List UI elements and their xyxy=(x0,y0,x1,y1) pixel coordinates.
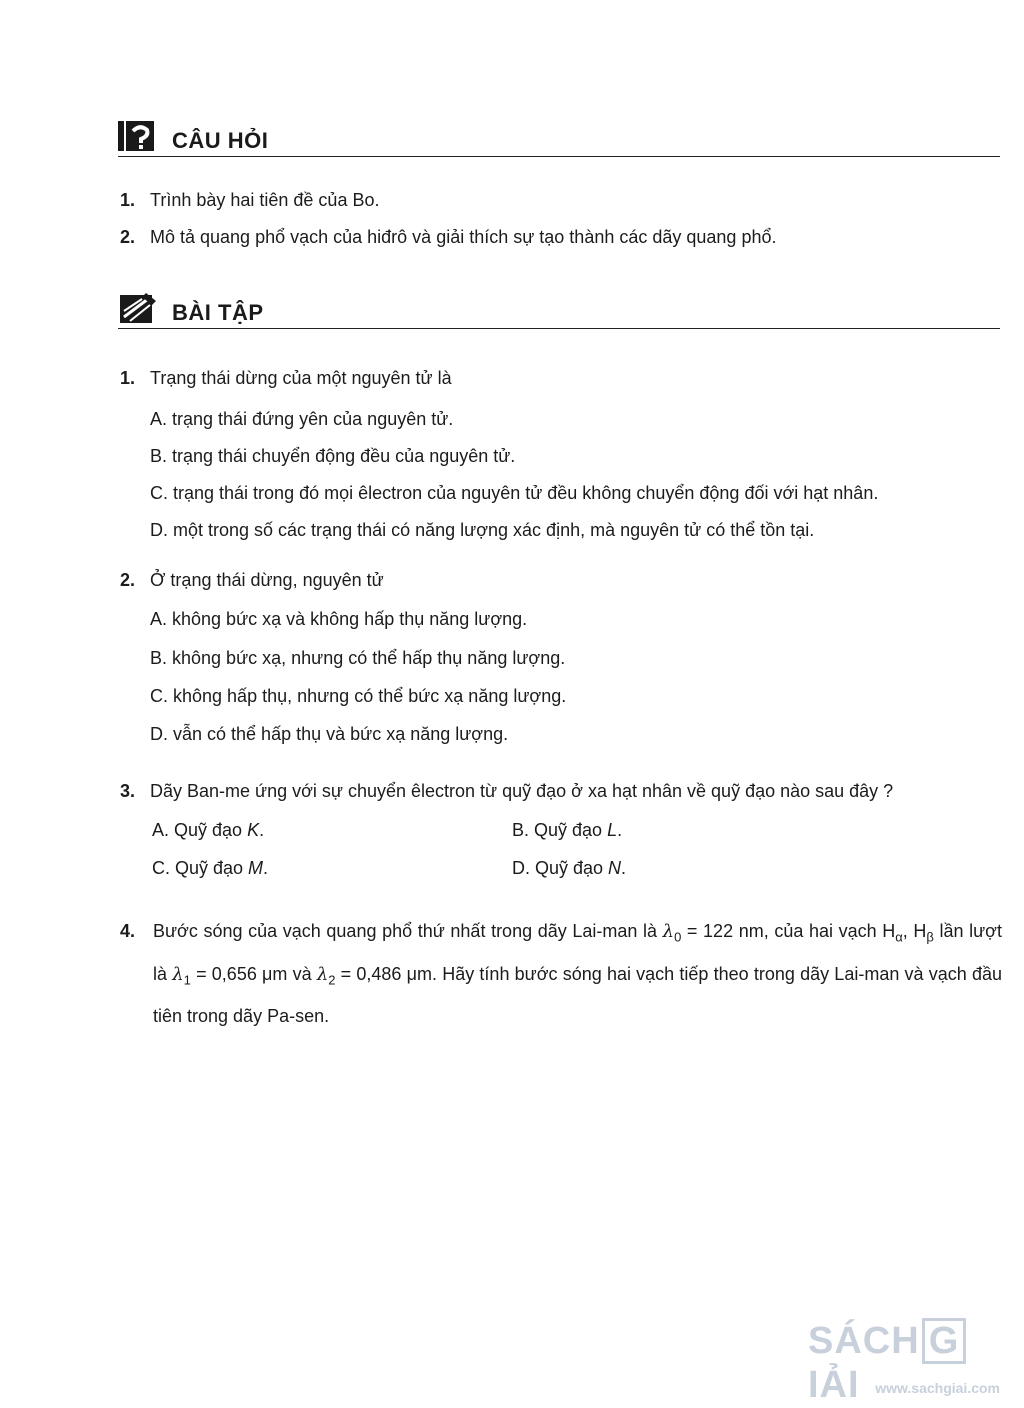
exercise-text: Trạng thái dừng của một nguyên tử là xyxy=(150,368,452,388)
option-suffix: . xyxy=(617,820,623,840)
question-text: Trình bày hai tiên đề của Bo. xyxy=(150,190,380,210)
exercises-section-header xyxy=(118,288,1000,329)
question-item-2 xyxy=(120,227,776,248)
exercise-3 xyxy=(120,781,893,802)
lambda-symbol: λ xyxy=(172,963,184,985)
exercise-2-option-b: B. không bức xạ, nhưng có thể hấp thụ năng lượng. xyxy=(150,648,566,668)
option-label: C. Quỹ đạo xyxy=(152,858,249,878)
text-run: = 0,486 μm. Hãy tính bước sóng hai vạch tiếp theo trong dãy Lai-man và vạch đầu tiên trong dãy Pa-sen. xyxy=(153,963,1003,1027)
exercise-text: Dãy Ban-me ứng với sự chuyển êlectron từ quỹ đạo ở xa hạt nhân về quỹ đạo nào sau đây ? xyxy=(150,781,894,801)
text-run: lần lượt là xyxy=(153,921,1002,984)
text-run: = 122 nm, của hai vạch H xyxy=(681,921,896,941)
exercise-1-option-a: A. trạng thái đứng yên của nguyên tử. xyxy=(150,409,454,429)
exercise-1 xyxy=(120,368,452,389)
subscript: 2 xyxy=(328,972,336,988)
orbit-symbol: L xyxy=(607,820,618,840)
lambda-symbol: λ xyxy=(316,963,329,985)
text-run: = 0,656 μm và xyxy=(190,963,317,984)
watermark-brand-left: SÁCH xyxy=(808,1320,920,1362)
orbit-symbol: M xyxy=(248,858,264,878)
exercise-text: Ở trạng thái dừng, nguyên tử xyxy=(150,570,384,590)
question-number: 2. xyxy=(120,227,136,247)
option-suffix: . xyxy=(263,858,269,878)
lambda-symbol: λ xyxy=(662,921,675,942)
exercise-number: 4. xyxy=(120,921,136,941)
option-suffix: . xyxy=(259,820,265,840)
option-label: A. Quỹ đạo xyxy=(152,820,248,840)
watermark-brand-right: IẢI xyxy=(808,1364,860,1406)
beta-subscript: β xyxy=(926,929,934,945)
question-section-icon xyxy=(118,119,158,153)
question-number: 1. xyxy=(120,190,136,210)
question-item-1 xyxy=(120,190,379,211)
option-label: D. Quỹ đạo xyxy=(512,858,609,878)
exercise-number: 1. xyxy=(120,368,136,388)
alpha-subscript: α xyxy=(895,929,903,945)
exercise-text xyxy=(153,913,1002,1034)
watermark-url: www.sachgiai.com xyxy=(875,1380,1000,1396)
exercise-1-option-c: C. trạng thái trong đó mọi êlectron của nguyên tử đều không chuyển động đối với hạt nhân. xyxy=(150,483,879,503)
exercise-section-icon xyxy=(118,291,158,325)
exercise-number: 2. xyxy=(120,570,136,590)
exercise-3-option-d xyxy=(512,858,626,879)
exercise-2-option-c: C. không hấp thụ, nhưng có thể bức xạ năng lượng. xyxy=(150,686,567,706)
watermark xyxy=(808,1318,1018,1408)
questions-section-title: CÂU HỎI xyxy=(172,128,269,153)
questions-section-header xyxy=(118,116,1000,157)
exercise-1-option-b: B. trạng thái chuyển động đều của nguyên tử. xyxy=(150,446,516,466)
exercise-number: 3. xyxy=(120,781,136,801)
exercise-3-option-c xyxy=(152,858,268,879)
orbit-symbol: K xyxy=(247,820,260,840)
exercise-2-option-d: D. vẫn có thể hấp thụ và bức xạ năng lượng. xyxy=(150,724,509,744)
exercise-1-option-d: D. một trong số các trạng thái có năng lượng xác định, mà nguyên tử có thể tồn tại. xyxy=(150,520,815,540)
option-label: B. Quỹ đạo xyxy=(512,820,608,840)
watermark-brand-g: G xyxy=(922,1318,967,1364)
subscript: 0 xyxy=(674,929,682,945)
text-run: Bước sóng của vạch quang phổ thứ nhất trong dãy Lai-man là xyxy=(153,921,663,941)
exercise-2-option-a: A. không bức xạ và không hấp thụ năng lượng. xyxy=(150,609,528,629)
question-text: Mô tả quang phổ vạch của hiđrô và giải thích sự tạo thành các dãy quang phổ. xyxy=(150,227,777,247)
exercise-3-option-b xyxy=(512,820,622,841)
exercise-4 xyxy=(120,913,1002,1034)
exercises-section-title: BÀI TẬP xyxy=(172,300,264,325)
exercise-3-option-a xyxy=(152,820,264,841)
subscript: 1 xyxy=(183,972,191,988)
exercise-2 xyxy=(120,570,384,591)
text-run: , H xyxy=(902,921,927,941)
option-suffix: . xyxy=(621,858,627,878)
orbit-symbol: N xyxy=(608,858,622,878)
